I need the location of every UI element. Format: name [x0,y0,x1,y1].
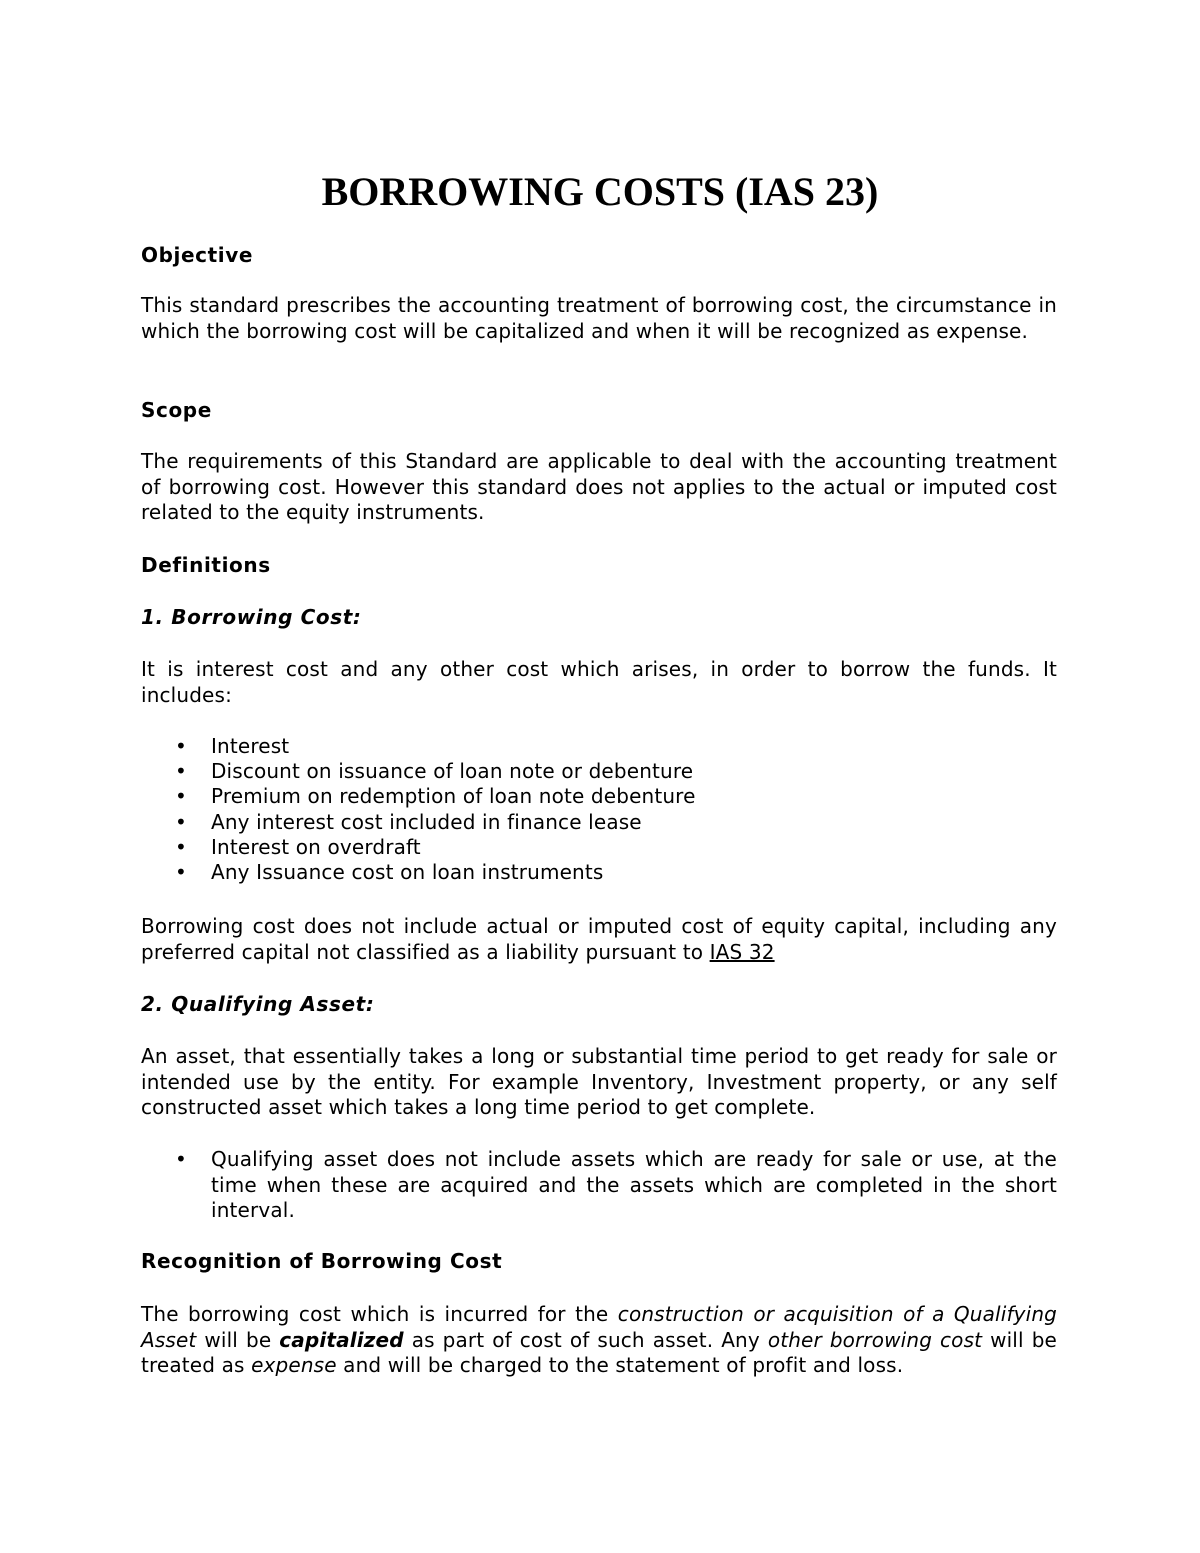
borrowing-cost-exclusion [141,914,1057,965]
emphasis-other-borrowing-cost: other borrowing cost [767,1327,983,1352]
text-run: as part of cost of such asset. Any [403,1327,768,1352]
list-item [141,810,1057,835]
bullet-icon: • [175,1147,187,1171]
scope-heading: Scope [141,398,212,422]
list-item-text: Interest [211,734,290,758]
recognition-text [141,1302,1057,1379]
text-run: The borrowing cost which is incurred for the [141,1302,618,1326]
borrowing-cost-heading: 1. Borrowing Cost: [141,605,362,629]
bullet-icon: • [175,834,187,859]
exclusion-text: Borrowing cost does not include actual or imputed cost of equity capital, including any preferred capital not classified as a liability pursuant to [141,914,1057,964]
definitions-heading: Definitions [141,553,271,577]
bullet-icon: • [175,860,187,885]
emphasis-capitalized: capitalized [279,1327,404,1352]
bullet-icon: • [175,734,187,758]
list-item [141,734,1057,759]
recognition-heading: Recognition of Borrowing Cost [141,1249,503,1273]
emphasis-expense: expense [251,1353,337,1377]
qualifying-asset-list [141,1147,1057,1224]
list-item-text: Interest on overdraft [211,834,421,859]
bullet-icon: • [175,759,187,784]
text-run: will be [196,1327,280,1352]
list-item-text: Discount on issuance of loan note or debenture [211,759,694,784]
ias-32-link[interactable]: IAS 32 [709,939,775,964]
objective-text: This standard prescribes the accounting treatment of borrowing cost, the circumstance in which the borrowing cost will be capitalized and when it will be recognized as expense. [141,293,1057,343]
list-item [141,1147,1057,1224]
emphasis-construction: construction or acquisition of a Qualifying Asset [141,1302,1057,1352]
scope-text: The requirements of this Standard are applicable to deal with the accounting treatment of borrowing cost. However this standard does not applies to the actual or imputed cost related to the equity instruments. [141,449,1057,524]
list-item [141,835,1057,860]
objective-heading: Objective [141,243,254,267]
text-run: and will be charged to the statement of profit and loss. [336,1353,904,1377]
qualifying-asset-text: An asset, that essentially takes a long or substantial time period to get ready for sale or intended use by the entity. For example Inventory, Investment property, or any self constructed asset which takes a long time period to get complete. [141,1044,1057,1119]
borrowing-cost-list [141,734,1057,885]
list-item-text: Any Issuance cost on loan instruments [211,860,604,885]
page-title: BORROWING COSTS (IAS 23) [321,169,879,214]
list-item-text: Premium on redemption of loan note debenture [211,784,696,809]
list-item-text: Any interest cost included in finance lease [211,809,642,834]
bullet-icon: • [175,809,187,834]
list-item [141,784,1057,809]
qualifying-asset-heading: 2. Qualifying Asset: [141,992,375,1016]
text-run: will be treated as [141,1327,1057,1377]
list-item [141,759,1057,784]
list-item [141,860,1057,885]
bullet-icon: • [175,784,187,809]
list-item-text: Qualifying asset does not include assets which are ready for sale or use, at the time when these are acquired and the assets which are completed in the short interval. [211,1147,1057,1222]
borrowing-cost-intro: It is interest cost and any other cost which arises, in order to borrow the funds. It includes: [141,657,1057,707]
